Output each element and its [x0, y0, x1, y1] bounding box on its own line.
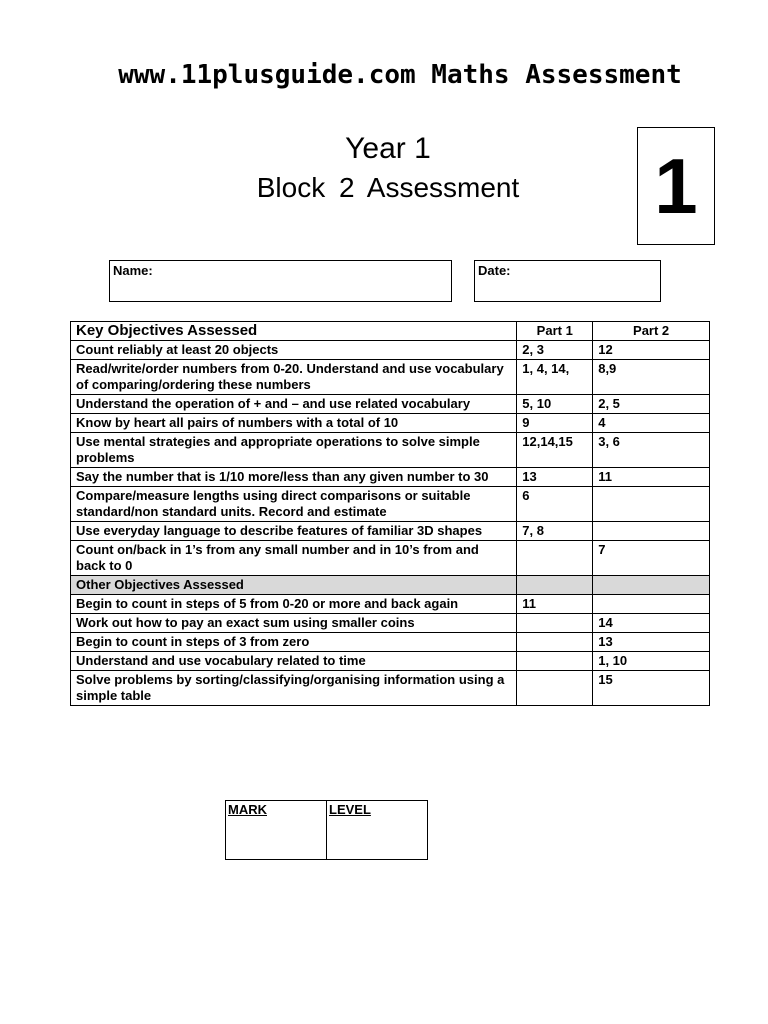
- year-heading: Year 1: [345, 132, 431, 165]
- objective-text: Solve problems by sorting/classifying/organising information using a simple table: [71, 671, 517, 706]
- objective-text: Work out how to pay an exact sum using smaller coins: [71, 614, 517, 633]
- objective-row: [71, 633, 710, 652]
- part1-questions: [517, 633, 593, 652]
- part2-questions: 13: [593, 633, 710, 652]
- part2-questions: 2, 5: [593, 395, 710, 414]
- part1-questions: [517, 671, 593, 706]
- other-objectives-body: [71, 576, 710, 706]
- objectives-header-row: [71, 322, 710, 341]
- part2-questions: [593, 522, 710, 541]
- part1-questions: 7, 8: [517, 522, 593, 541]
- part1-questions: 11: [517, 595, 593, 614]
- part2-questions: 7: [593, 541, 710, 576]
- objective-row: [71, 595, 710, 614]
- part2-questions: 15: [593, 671, 710, 706]
- objective-text: Count on/back in 1’s from any small number and in 10’s from and back to 0: [71, 541, 517, 576]
- date-label: Date:: [478, 263, 511, 278]
- objective-text: Count reliably at least 20 objects: [71, 341, 517, 360]
- objective-row: [71, 652, 710, 671]
- objective-row: [71, 614, 710, 633]
- objective-row: [71, 522, 710, 541]
- objectives-table: [70, 321, 710, 706]
- objective-row: [71, 395, 710, 414]
- key-objectives-body: [71, 341, 710, 576]
- part1-questions: 5, 10: [517, 395, 593, 414]
- other-objectives-heading: Other Objectives Assessed: [71, 576, 517, 595]
- name-label: Name:: [113, 263, 153, 278]
- part1-questions: [517, 614, 593, 633]
- part2-questions: 11: [593, 468, 710, 487]
- assessment-number-box: 1: [637, 127, 715, 245]
- objective-text: Understand the operation of + and – and use related vocabulary: [71, 395, 517, 414]
- objective-text: Begin to count in steps of 5 from 0-20 or more and back again: [71, 595, 517, 614]
- objective-row: [71, 414, 710, 433]
- site-title: www.11plusguide.com Maths Assessment: [118, 60, 682, 90]
- part1-questions: 1, 4, 14,: [517, 360, 593, 395]
- part1-questions: 12,14,15: [517, 433, 593, 468]
- objective-row: [71, 360, 710, 395]
- other-heading-blank: [517, 576, 593, 595]
- part1-questions: 2, 3: [517, 341, 593, 360]
- objective-text: Know by heart all pairs of numbers with a total of 10: [71, 414, 517, 433]
- part1-questions: 13: [517, 468, 593, 487]
- objective-row: [71, 541, 710, 576]
- part2-questions: 4: [593, 414, 710, 433]
- key-objectives-heading: Key Objectives Assessed: [71, 322, 517, 341]
- other-heading-blank: [593, 576, 710, 595]
- part2-questions: 1, 10: [593, 652, 710, 671]
- part1-questions: 6: [517, 487, 593, 522]
- part2-questions: [593, 595, 710, 614]
- objective-text: Begin to count in steps of 3 from zero: [71, 633, 517, 652]
- objective-row: [71, 671, 710, 706]
- part2-heading: Part 2: [593, 322, 710, 341]
- objective-text: Use everyday language to describe features of familiar 3D shapes: [71, 522, 517, 541]
- part1-questions: 9: [517, 414, 593, 433]
- part2-questions: 12: [593, 341, 710, 360]
- date-field[interactable]: [474, 260, 661, 302]
- name-field[interactable]: [109, 260, 452, 302]
- objective-text: Use mental strategies and appropriate operations to solve simple problems: [71, 433, 517, 468]
- objective-row: [71, 341, 710, 360]
- other-objectives-heading-row: [71, 576, 710, 595]
- level-label: LEVEL: [329, 802, 371, 817]
- objective-text: Compare/measure lengths using direct comparisons or suitable standard/non standard units. Record and estimate: [71, 487, 517, 522]
- part2-questions: 14: [593, 614, 710, 633]
- part1-questions: [517, 652, 593, 671]
- part2-questions: [593, 487, 710, 522]
- block-heading: Block 2 Assessment: [256, 172, 520, 203]
- mark-level-table: [225, 800, 428, 860]
- mark-cell[interactable]: [226, 801, 327, 860]
- mark-label: MARK: [228, 802, 267, 817]
- objective-text: Read/write/order numbers from 0-20. Understand and use vocabulary of comparing/ordering these numbers: [71, 360, 517, 395]
- objective-row: [71, 433, 710, 468]
- objective-text: Say the number that is 1/10 more/less than any given number to 30: [71, 468, 517, 487]
- objective-text: Understand and use vocabulary related to time: [71, 652, 517, 671]
- objective-row: [71, 487, 710, 522]
- part2-questions: 3, 6: [593, 433, 710, 468]
- part2-questions: 8,9: [593, 360, 710, 395]
- part1-questions: [517, 541, 593, 576]
- part1-heading: Part 1: [517, 322, 593, 341]
- objective-row: [71, 468, 710, 487]
- level-cell[interactable]: [327, 801, 428, 860]
